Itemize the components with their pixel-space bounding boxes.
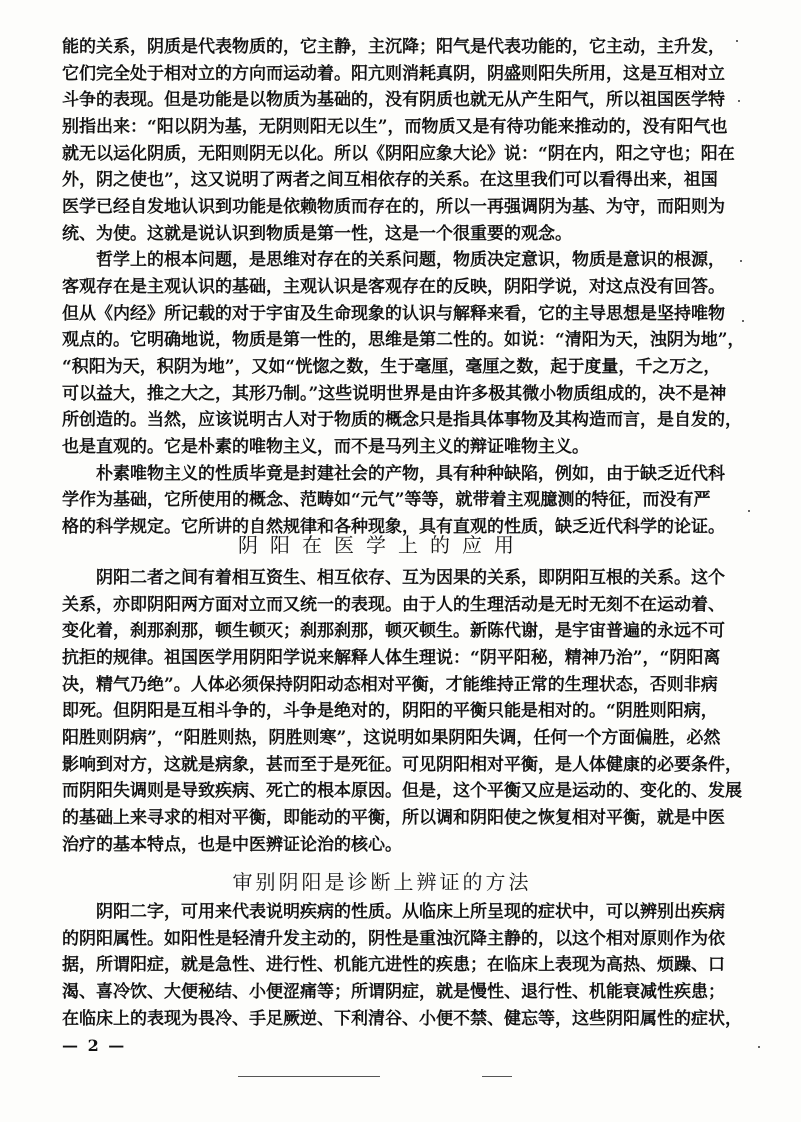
text-line: 可以益大，推之大之，其形乃制。”这些说明世界是由许多极其微小物质组成的，决不是神 — [62, 383, 727, 404]
body-text-medical-application — [62, 565, 742, 858]
text-line: “积阳为天，积阴为地”，又如“恍惚之数，生于毫厘，毫厘之数，起于度量，千之万之， — [62, 356, 721, 377]
text-line: 客观存在是主观认识的基础，主观认识是客观存在的反映，阴阳学说，对这点没有回答。 — [62, 276, 725, 297]
scan-artifact-line — [238, 1076, 380, 1077]
body-text-diagnosis-method — [62, 899, 742, 1032]
text-line: 所创造的。当然，应该说明古人对于物质的概念只是指具体事物及其构造而言，是自发的， — [62, 410, 742, 431]
text-line: 医学已经自发地认识到功能是依赖物质而存在的，所以一再强调阴为基、为守，而阳则为 — [62, 196, 725, 217]
text-line: 变化着，刹那刹那，顿生顿灭；刹那刹那，顿灭顿生。新陈代谢，是宇宙普遍的永远不可 — [62, 621, 725, 642]
text-line: 外，阴之使也”，这又说明了两者之间互相依存的关系。在这里我们可以看得出来，祖国 — [62, 170, 718, 191]
text-line: 但从《内经》所记载的对于宇宙及生命现象的认识与解释来看，它的主导思想是坚持唯物 — [62, 303, 725, 324]
text-line: 斗争的表现。但是功能是以物质为基础的，没有阴质也就无从产生阳气，所以祖国医学特 — [62, 90, 725, 111]
text-line: 而阴阳失调则是导致疾病、死亡的根本原因。但是，这个平衡又应是运动的、变化的、发展 — [62, 781, 742, 802]
text-line: 决，精气乃绝”。人体必须保持阴阳动态相对平衡，才能维持正常的生理状态，否则非病 — [62, 674, 718, 695]
scan-speck — [736, 40, 738, 42]
text-line: 学作为基础，它所使用的概念、范畴如“元气”等等，就带着主观臆测的特征，而没有严 — [62, 490, 711, 511]
scan-artifact-line — [482, 1076, 512, 1077]
text-line: 治疗的基本特点，也是中医辨证论治的核心。 — [62, 834, 402, 855]
text-line: 能的关系，阴质是代表物质的，它主静，主沉降；阳气是代表功能的，它主动，主升发， — [62, 37, 725, 57]
body-text-intro — [62, 34, 745, 540]
text-line: 影响到对方，这就是病象，甚而至于是死征。可见阴阳相对平衡，是人体健康的必要条件， — [62, 754, 742, 775]
page-number: — 2 — — [62, 1036, 127, 1055]
scan-speck — [740, 260, 742, 262]
scan-speck — [748, 510, 750, 512]
text-line: 即死。但阴阳是互相斗争的，斗争是绝对的，阴阳的平衡只能是相对的。“阴胜则阳病， — [62, 701, 718, 722]
scan-speck — [758, 1046, 760, 1048]
text-line: 渴、喜冷饮、大便秘结、小便涩痛等；所谓阴症，就是慢性、退行性、机能衰减性疾患； — [62, 981, 725, 1002]
text-line: 抗拒的规律。祖国医学用阴阳学说来解释人体生理说：“阴平阳秘，精神乃治”，“阴阳离 — [62, 647, 721, 668]
text-line: 别指出来：“阳以阴为基，无阴则阳无以生”，而物质又是有待功能来推动的，没有阳气也 — [62, 116, 728, 137]
section-heading-diagnosis-method: 审别阴阳是诊断上辨证的方法 — [232, 870, 532, 894]
text-line: 的阴阳属性。如阳性是轻清升发主动的，阴性是重浊沉降主静的，以这个相对原则作为依 — [62, 928, 725, 949]
text-line: 统、为使。这就是说认识到物质是第一性，这是一个很重要的观念。 — [62, 223, 572, 244]
text-line: 它们完全处于相对立的方向而运动着。阳亢则消耗真阴，阴盛则阳失所用，这是互相对立 — [62, 63, 725, 84]
text-line: 在临床上的表现为畏冷、手足厥逆、下利清谷、小便不禁、健忘等，这些阴阳属性的症状， — [62, 1008, 742, 1029]
text-line: 哲学上的根本问题，是思维对存在的关系问题，物质决定意识，物质是意识的根源， — [96, 250, 725, 271]
text-line: 阴阳二字，可用来代表说明疾病的性质。从临床上所呈现的症状中，可以辨别出疾病 — [96, 902, 725, 922]
text-line: 关系，亦即阴阳两方面对立而又统一的表现。由于人的生理活动是无时无刻不在运动着、 — [62, 594, 725, 615]
text-line: 阴阳二者之间有着相互资生、相互依存、互为因果的关系，即阴阳互根的关系。这个 — [96, 568, 725, 588]
scan-speck — [738, 100, 740, 102]
text-line: 也是直观的。它是朴素的唯物主义，而不是马列主义的辩证唯物主义。 — [62, 436, 589, 457]
text-line: 的基础上来寻求的相对平衡，即能动的平衡，所以调和阴阳使之恢复相对平衡，就是中医 — [62, 807, 725, 828]
section-heading-medical-application: 阴阳在医学上的应用 — [238, 533, 526, 557]
text-line: 阳胜则阴病”，“阳胜则热，阴胜则寒”，这说明如果阴阳失调，任何一个方面偏胜，必然 — [62, 727, 721, 748]
scan-speck — [742, 320, 744, 322]
text-line: 朴素唯物主义的性质毕竟是封建社会的产物，具有种种缺陷，例如，由于缺乏近代科 — [96, 463, 725, 484]
text-line: 格的科学规定。它所讲的自然规律和各种现象，具有直观的性质，缺乏近代科学的论证。 — [62, 516, 725, 537]
text-line: 观点的。它明确地说，物质是第一性的，思维是第二性的。如说：“清阳为天，浊阴为地”， — [62, 330, 745, 351]
text-line: 就无以运化阴质，无阳则阴无以化。所以《阴阳应象大论》说：“阴在内，阳之守也；阳在 — [62, 143, 735, 164]
text-line: 据，所谓阳症，就是急性、进行性、机能亢进性的疾患；在临床上表现为高热、烦躁、口 — [62, 955, 725, 976]
